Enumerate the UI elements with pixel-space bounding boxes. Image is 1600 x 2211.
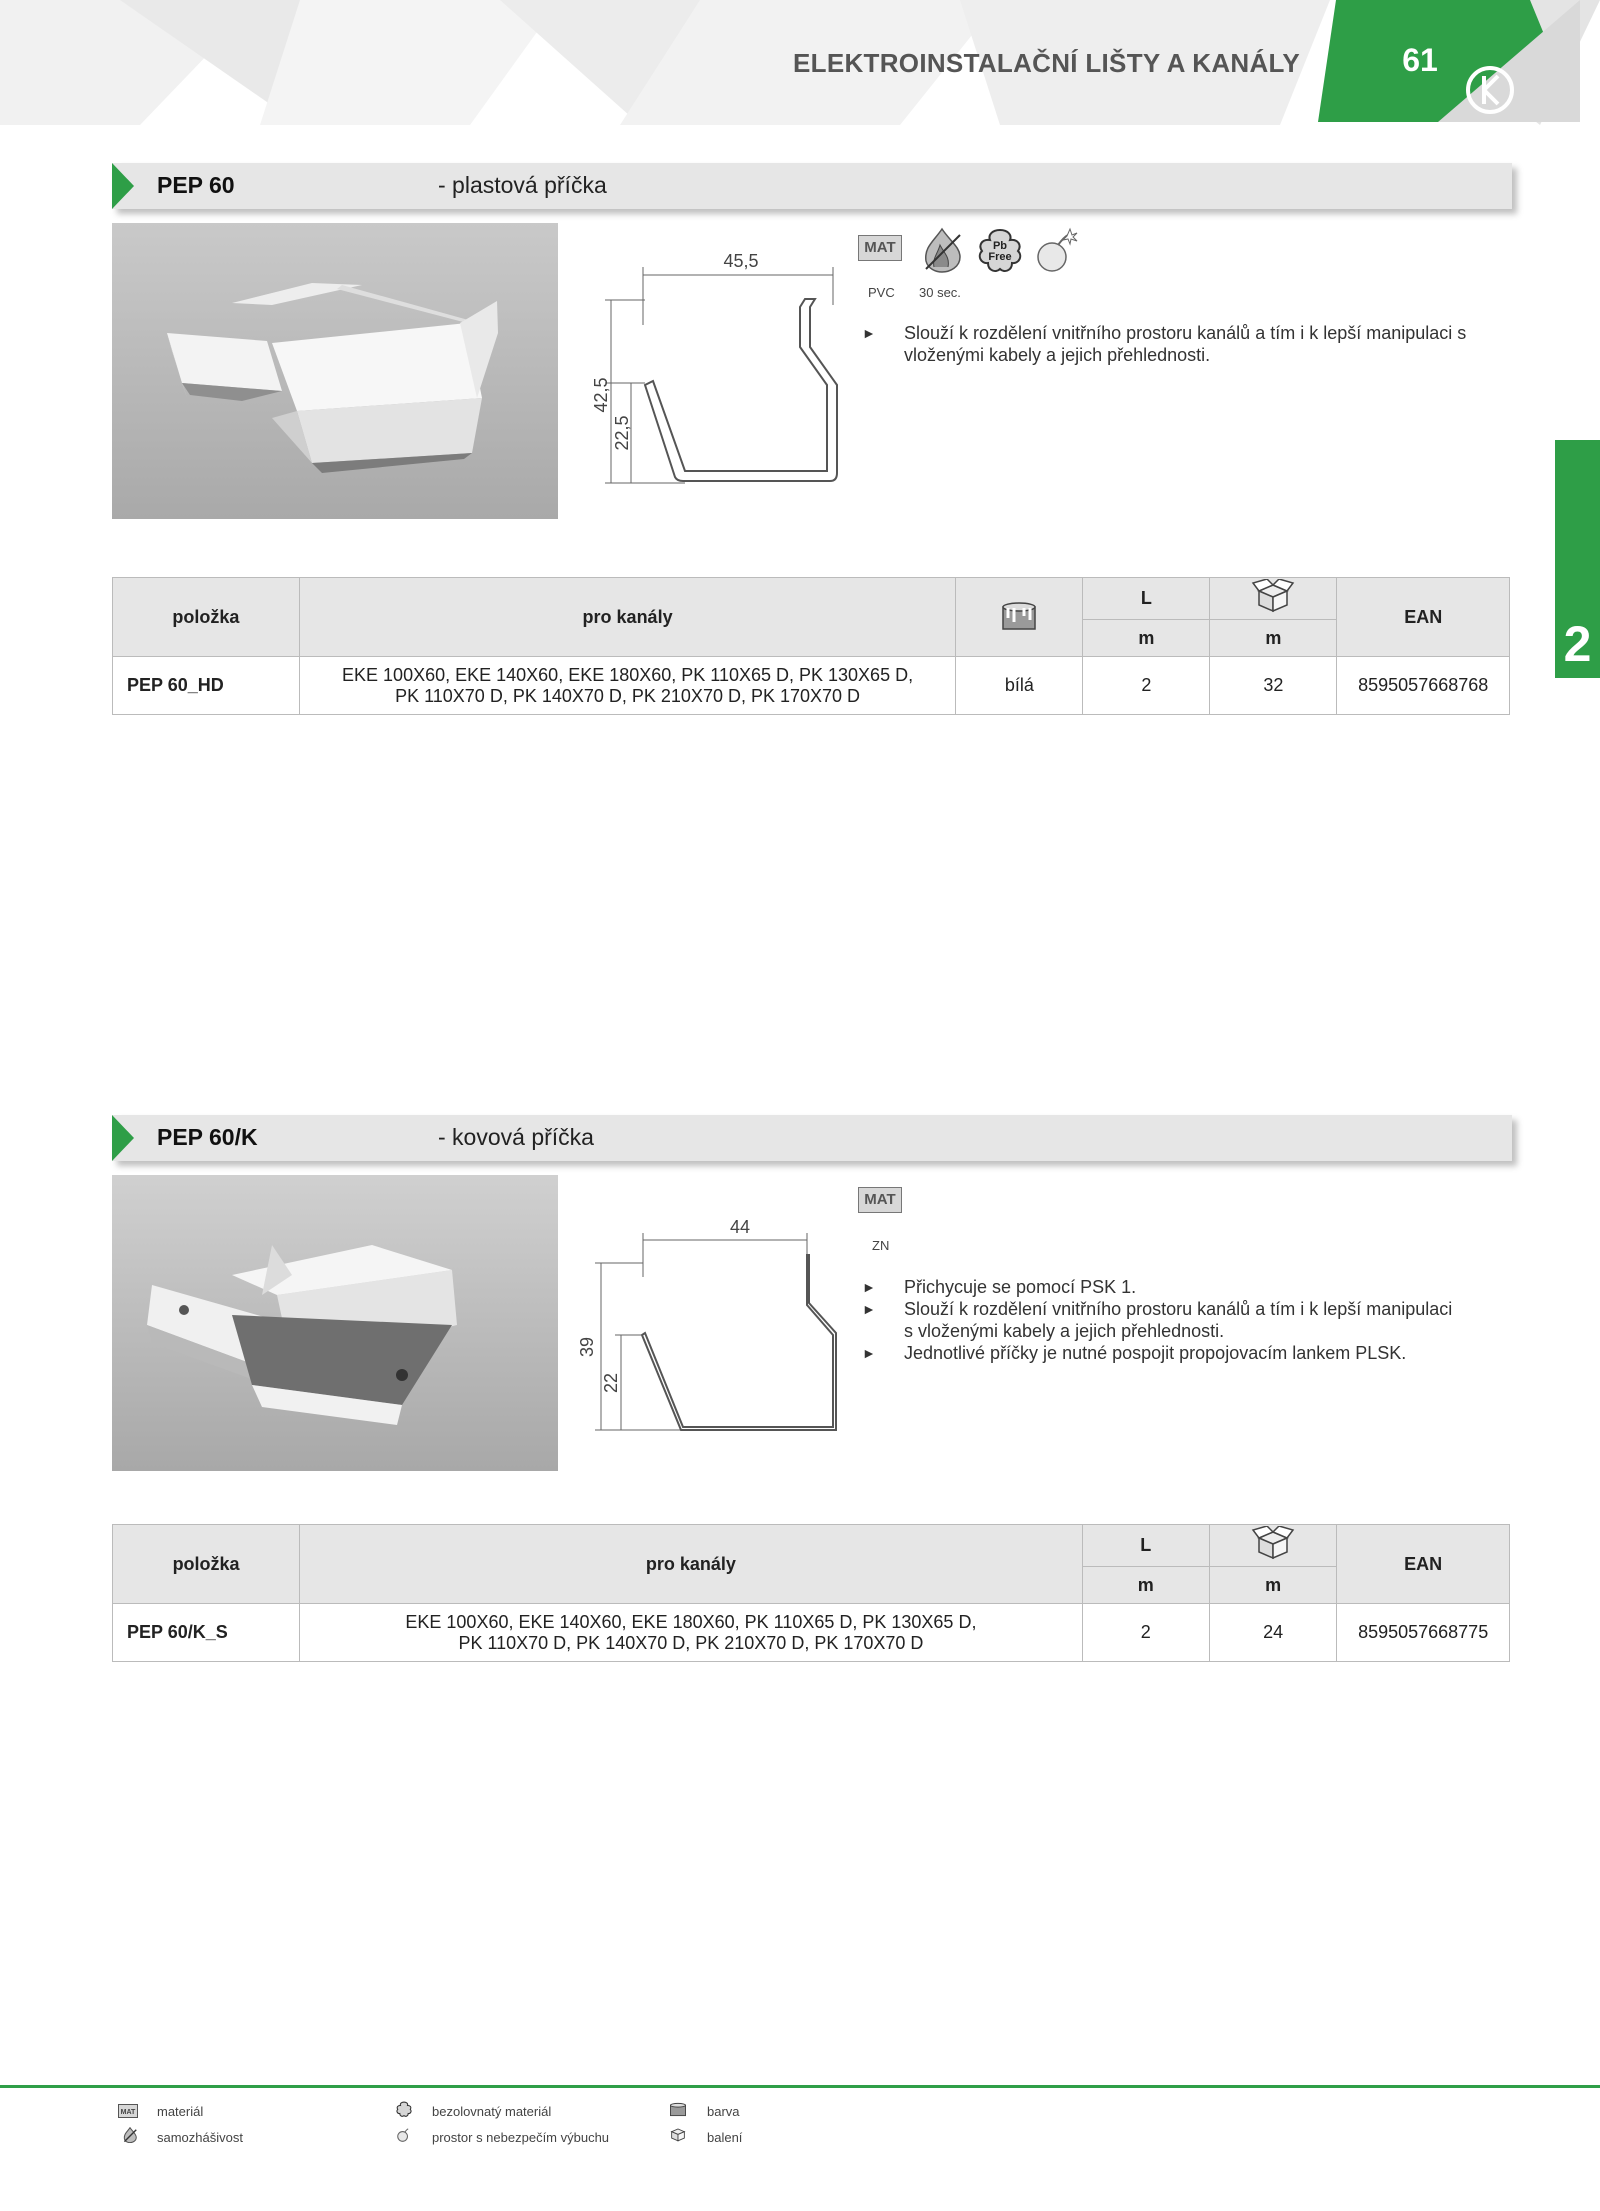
product-description: - kovová příčka xyxy=(438,1124,594,1150)
product-code: PEP 60 xyxy=(157,172,235,198)
material-value: ZN xyxy=(872,1238,890,1253)
drawing-width-label: 44 xyxy=(729,1217,751,1237)
explosive-icon xyxy=(1034,227,1078,273)
table-row xyxy=(113,657,1510,715)
self-extinguishing-icon xyxy=(920,227,964,273)
material-icon xyxy=(118,2103,138,2119)
col-header-item: položka xyxy=(113,578,300,657)
svg-text:MAT: MAT xyxy=(120,2109,136,2116)
material-value: PVC xyxy=(868,285,895,300)
legend-label: bezolovnatý materiál xyxy=(432,2104,552,2119)
legend-explosive xyxy=(394,2126,414,2147)
col-header-packaging xyxy=(1210,578,1337,620)
box-icon xyxy=(668,2126,688,2142)
product-description: - plastová příčka xyxy=(438,172,607,198)
col-unit-packaging: m xyxy=(1209,1567,1336,1604)
cell-color: bílá xyxy=(956,657,1083,715)
cell-length: 2 xyxy=(1083,657,1210,715)
cell-packaging: 24 xyxy=(1209,1604,1336,1662)
table-row xyxy=(113,1604,1510,1662)
legend-label: materiál xyxy=(157,2104,204,2119)
chapter-number: 2 xyxy=(1563,616,1592,672)
svg-text:Pb: Pb xyxy=(992,240,1008,252)
pb-free-icon xyxy=(394,2101,414,2117)
self-extinguishing-icon xyxy=(120,2127,140,2143)
legend-self-extinguishing xyxy=(120,2127,140,2148)
cell-channels: EKE 100X60, EKE 140X60, EKE 180X60, PK 110X65 D, PK 130X65 D, PK 110X70 D, PK 140X70 D, PK 210X70 D, PK 170X70 D xyxy=(299,657,956,715)
feature-item: ► Jednotlivé příčky je nutné pospojit propojovacím lankem PLSK. xyxy=(862,1343,1407,1363)
product-title-bar xyxy=(112,163,1512,209)
col-header-ean: EAN xyxy=(1337,1525,1510,1604)
title-arrow-icon xyxy=(112,1115,134,1161)
cell-item: PEP 60/K_S xyxy=(113,1604,300,1662)
cross-section-drawing xyxy=(575,1215,855,1445)
legend-label: barva xyxy=(707,2104,740,2119)
cell-ean: 8595057668775 xyxy=(1337,1604,1510,1662)
footer-divider xyxy=(0,2085,1600,2088)
legend-pb-free xyxy=(394,2101,414,2122)
header-title: ELEKTROINSTALAČNÍ LIŠTY A KANÁLY xyxy=(793,48,1300,78)
drawing-width-label: 45,5 xyxy=(723,251,759,271)
explosive-icon xyxy=(394,2126,414,2142)
col-unit-packaging: m xyxy=(1210,620,1337,657)
bullet-marker: ► xyxy=(862,1345,876,1361)
cell-item: PEP 60_HD xyxy=(113,657,300,715)
col-header-length: L xyxy=(1083,578,1210,620)
material-badge: MAT xyxy=(858,235,902,261)
cell-ean: 8595057668768 xyxy=(1337,657,1510,715)
self-extinguishing-value: 30 sec. xyxy=(919,285,961,300)
cross-section-drawing xyxy=(575,245,855,495)
feature-list: ► Slouží k rozdělení vnitřního prostoru kanálů a tím i k lepší manipulaci s vloženými kabely a jejich přehlednosti. xyxy=(862,322,1502,366)
col-header-ean: EAN xyxy=(1337,578,1510,657)
bullet-marker: ► xyxy=(862,1301,876,1317)
pb-free-icon xyxy=(976,227,1024,273)
paint-bucket-icon xyxy=(668,2101,688,2117)
product-code: PEP 60/K xyxy=(157,1124,258,1150)
legend-packaging xyxy=(668,2126,688,2147)
feature-list: ► Přichycuje se pomocí PSK 1. ► Slouží k rozdělení vnitřního prostoru kanálů a tím i k lepší manipulaci s vloženými kabely a jejich přehlednosti. ► Jednotlivé příčky je nutné pospojit propojovacím lankem PLSK. xyxy=(862,1276,1502,1364)
col-header-channels: pro kanály xyxy=(300,1525,1083,1604)
product-photo-plastic-divider xyxy=(112,223,558,519)
feature-item: ► Slouží k rozdělení vnitřního prostoru kanálů a tím i k lepší manipulaci s xyxy=(862,323,1467,343)
feature-item: ► Slouží k rozdělení vnitřního prostoru kanálů a tím i k lepší manipulaci xyxy=(862,1299,1453,1319)
box-icon xyxy=(1251,579,1295,613)
feature-item: ► Přichycuje se pomocí PSK 1. xyxy=(862,1277,1137,1297)
title-arrow-icon xyxy=(112,163,134,209)
legend-label: samozhášivost xyxy=(157,2130,243,2145)
legend-label: prostor s nebezpečím výbuchu xyxy=(432,2130,610,2145)
product-photo-metal-divider xyxy=(112,1175,558,1471)
paint-bucket-icon xyxy=(1000,598,1038,632)
drawing-lower-label: 22,5 xyxy=(612,415,632,451)
cell-channels: EKE 100X60, EKE 140X60, EKE 180X60, PK 110X65 D, PK 130X65 D, PK 110X70 D, PK 140X70 D, PK 210X70 D, PK 170X70 D xyxy=(300,1604,1083,1662)
col-unit-length: m xyxy=(1082,1567,1209,1604)
material-badge: MAT xyxy=(858,1187,902,1213)
product-table xyxy=(112,577,1510,715)
svg-text:Free: Free xyxy=(988,251,1012,263)
col-header-packaging xyxy=(1209,1525,1336,1567)
col-header-channels: pro kanály xyxy=(299,578,956,657)
product-table xyxy=(112,1524,1510,1662)
bullet-marker: ► xyxy=(862,1279,876,1295)
page-number: 61 xyxy=(1402,42,1438,78)
legend-label: balení xyxy=(707,2130,743,2145)
box-icon xyxy=(1251,1526,1295,1560)
col-header-color xyxy=(956,578,1083,657)
drawing-height-label: 39 xyxy=(577,1336,597,1358)
legend-color xyxy=(668,2101,688,2122)
col-header-item: položka xyxy=(113,1525,300,1604)
drawing-lower-label: 22 xyxy=(601,1372,621,1394)
product-title-bar xyxy=(112,1115,1512,1161)
legend-material xyxy=(118,2103,138,2124)
drawing-height-label: 42,5 xyxy=(591,377,611,413)
cell-packaging: 32 xyxy=(1210,657,1337,715)
col-unit-length: m xyxy=(1083,620,1210,657)
col-header-length: L xyxy=(1082,1525,1209,1567)
bullet-marker: ► xyxy=(862,325,876,341)
cell-length: 2 xyxy=(1082,1604,1209,1662)
